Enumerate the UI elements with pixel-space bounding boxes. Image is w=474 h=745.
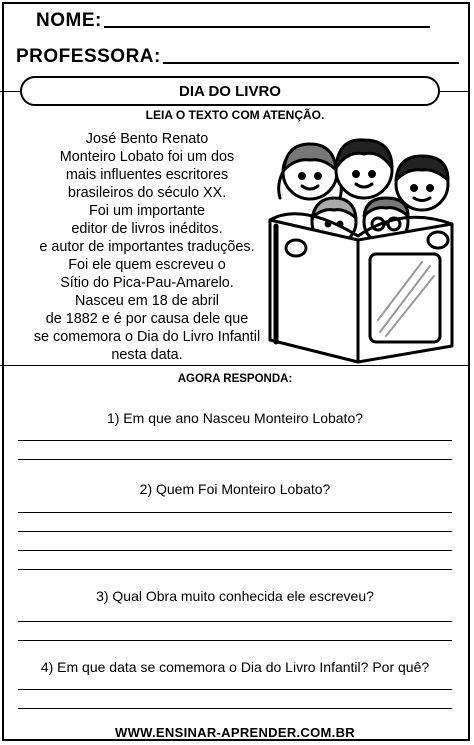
question-4: 4) Em que data se comemora o Dia do Livro Infantil? Por quê? <box>40 659 430 675</box>
name-field <box>36 10 430 32</box>
passage-line: nesta data. <box>111 347 183 363</box>
page-title: DIA DO LIVRO <box>179 82 281 100</box>
answer-line[interactable] <box>18 640 452 641</box>
teacher-line[interactable] <box>163 62 459 64</box>
passage-line: Foi ele quem escreveu o <box>68 257 226 273</box>
answer-line[interactable] <box>18 512 452 513</box>
answer-line[interactable] <box>18 708 452 709</box>
passage-line: mais influentes escritores <box>65 167 229 183</box>
answer-line[interactable] <box>18 689 452 690</box>
question-2: 2) Quem Foi Monteiro Lobato? <box>139 481 331 497</box>
passage-line: brasileiros do século XX. <box>67 185 227 201</box>
answer-line[interactable] <box>18 569 452 570</box>
passage-line: e autor de importantes traduções. <box>39 239 255 255</box>
passage-line: editor de livros inéditos. <box>71 221 223 237</box>
passage-line: se comemora o Dia do Livro Infantil <box>33 329 261 345</box>
question-3: 3) Qual Obra muito conhecida ele escreveu? <box>96 588 374 604</box>
teacher-field <box>16 46 459 68</box>
title-rule-left <box>0 91 20 92</box>
passage-line: Sítio do Pica-Pau-Amarelo. <box>60 275 234 291</box>
question-1: 1) Em que ano Nasceu Monteiro Lobato? <box>106 410 364 426</box>
teacher-label: PROFESSORA: <box>16 46 161 67</box>
title-banner <box>20 76 440 106</box>
answer-prompt: AGORA RESPONDA: <box>177 373 293 385</box>
passage-line: Monteiro Lobato foi um dos <box>59 149 235 165</box>
answer-line[interactable] <box>18 531 452 532</box>
answer-line[interactable] <box>18 440 452 441</box>
title-rule-right <box>440 91 470 92</box>
answer-line[interactable] <box>18 459 452 460</box>
answer-line[interactable] <box>18 621 452 622</box>
passage-line: Foi um importante <box>89 203 205 219</box>
reading-passage <box>12 130 282 364</box>
children-reading-book-icon <box>262 136 462 366</box>
passage-line: de 1882 e é por causa dele que <box>45 311 249 327</box>
answer-line[interactable] <box>18 550 452 551</box>
name-line[interactable] <box>104 26 430 28</box>
section-divider <box>0 365 470 366</box>
name-label: NOME: <box>36 10 102 31</box>
site-footer: WWW.ENSINAR-APRENDER.COM.BR <box>115 725 355 740</box>
reading-instruction: LEIA O TEXTO COM ATENÇÃO. <box>145 108 325 122</box>
passage-line: José Bento Renato <box>85 131 209 147</box>
passage-line: Nasceu em 18 de abril <box>75 293 219 309</box>
